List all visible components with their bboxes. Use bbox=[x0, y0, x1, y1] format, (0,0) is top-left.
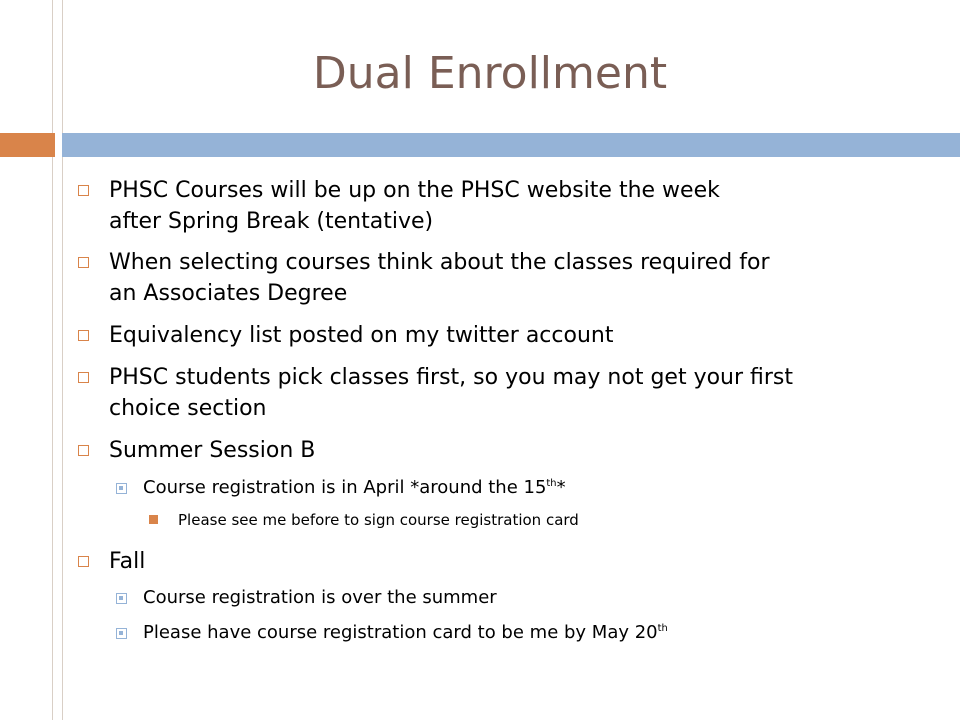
bullet-line: Fall bbox=[109, 549, 146, 574]
bullet-line: choice section bbox=[109, 396, 267, 421]
bullet-line: Course registration is over the summer bbox=[143, 587, 497, 608]
superscript: th bbox=[657, 623, 668, 634]
bullet-line: PHSC Courses will be up on the PHSC website the week bbox=[109, 178, 720, 203]
bullet-item bbox=[78, 546, 145, 577]
bullet-item bbox=[78, 435, 315, 466]
bullet-line: Summer Session B bbox=[109, 438, 316, 463]
bullet-line: after Spring Break (tentative) bbox=[109, 209, 434, 234]
hollow-square-bullet-icon bbox=[78, 185, 89, 196]
bullet-line: When selecting courses think about the classes required for bbox=[109, 250, 770, 275]
filled-square-bullet-icon bbox=[116, 628, 127, 639]
bullet-line: Please see me before to sign course registration card bbox=[178, 511, 579, 529]
bullet-text: Please have course registration card to be me by May 20 bbox=[143, 622, 658, 643]
sub-bullet-item bbox=[116, 621, 668, 645]
sub-bullet-item bbox=[116, 476, 566, 500]
hollow-square-bullet-icon bbox=[78, 372, 89, 383]
filled-square-bullet-icon bbox=[116, 483, 127, 494]
bullet-item bbox=[78, 175, 720, 237]
bullet-text: Course registration is in April *around the 15 bbox=[143, 477, 547, 498]
bullet-line: PHSC students pick classes first, so you may not get your first bbox=[109, 365, 794, 390]
hollow-square-bullet-icon bbox=[78, 257, 89, 268]
bullet-item bbox=[78, 247, 770, 309]
bullet-line: Equivalency list posted on my twitter account bbox=[109, 323, 614, 348]
filled-square-bullet-icon bbox=[116, 593, 127, 604]
solid-square-bullet-icon bbox=[149, 515, 158, 524]
hollow-square-bullet-icon bbox=[78, 556, 89, 567]
sub-bullet-item bbox=[116, 586, 497, 610]
superscript: th bbox=[546, 478, 557, 489]
bullet-text: * bbox=[556, 477, 566, 498]
bullet-item bbox=[78, 362, 793, 424]
bullet-line: an Associates Degree bbox=[109, 281, 348, 306]
sub-sub-bullet-item bbox=[149, 510, 579, 530]
hollow-square-bullet-icon bbox=[78, 330, 89, 341]
slide-title: Dual Enrollment bbox=[312, 48, 668, 99]
hollow-square-bullet-icon bbox=[78, 445, 89, 456]
bullet-item bbox=[78, 320, 613, 351]
